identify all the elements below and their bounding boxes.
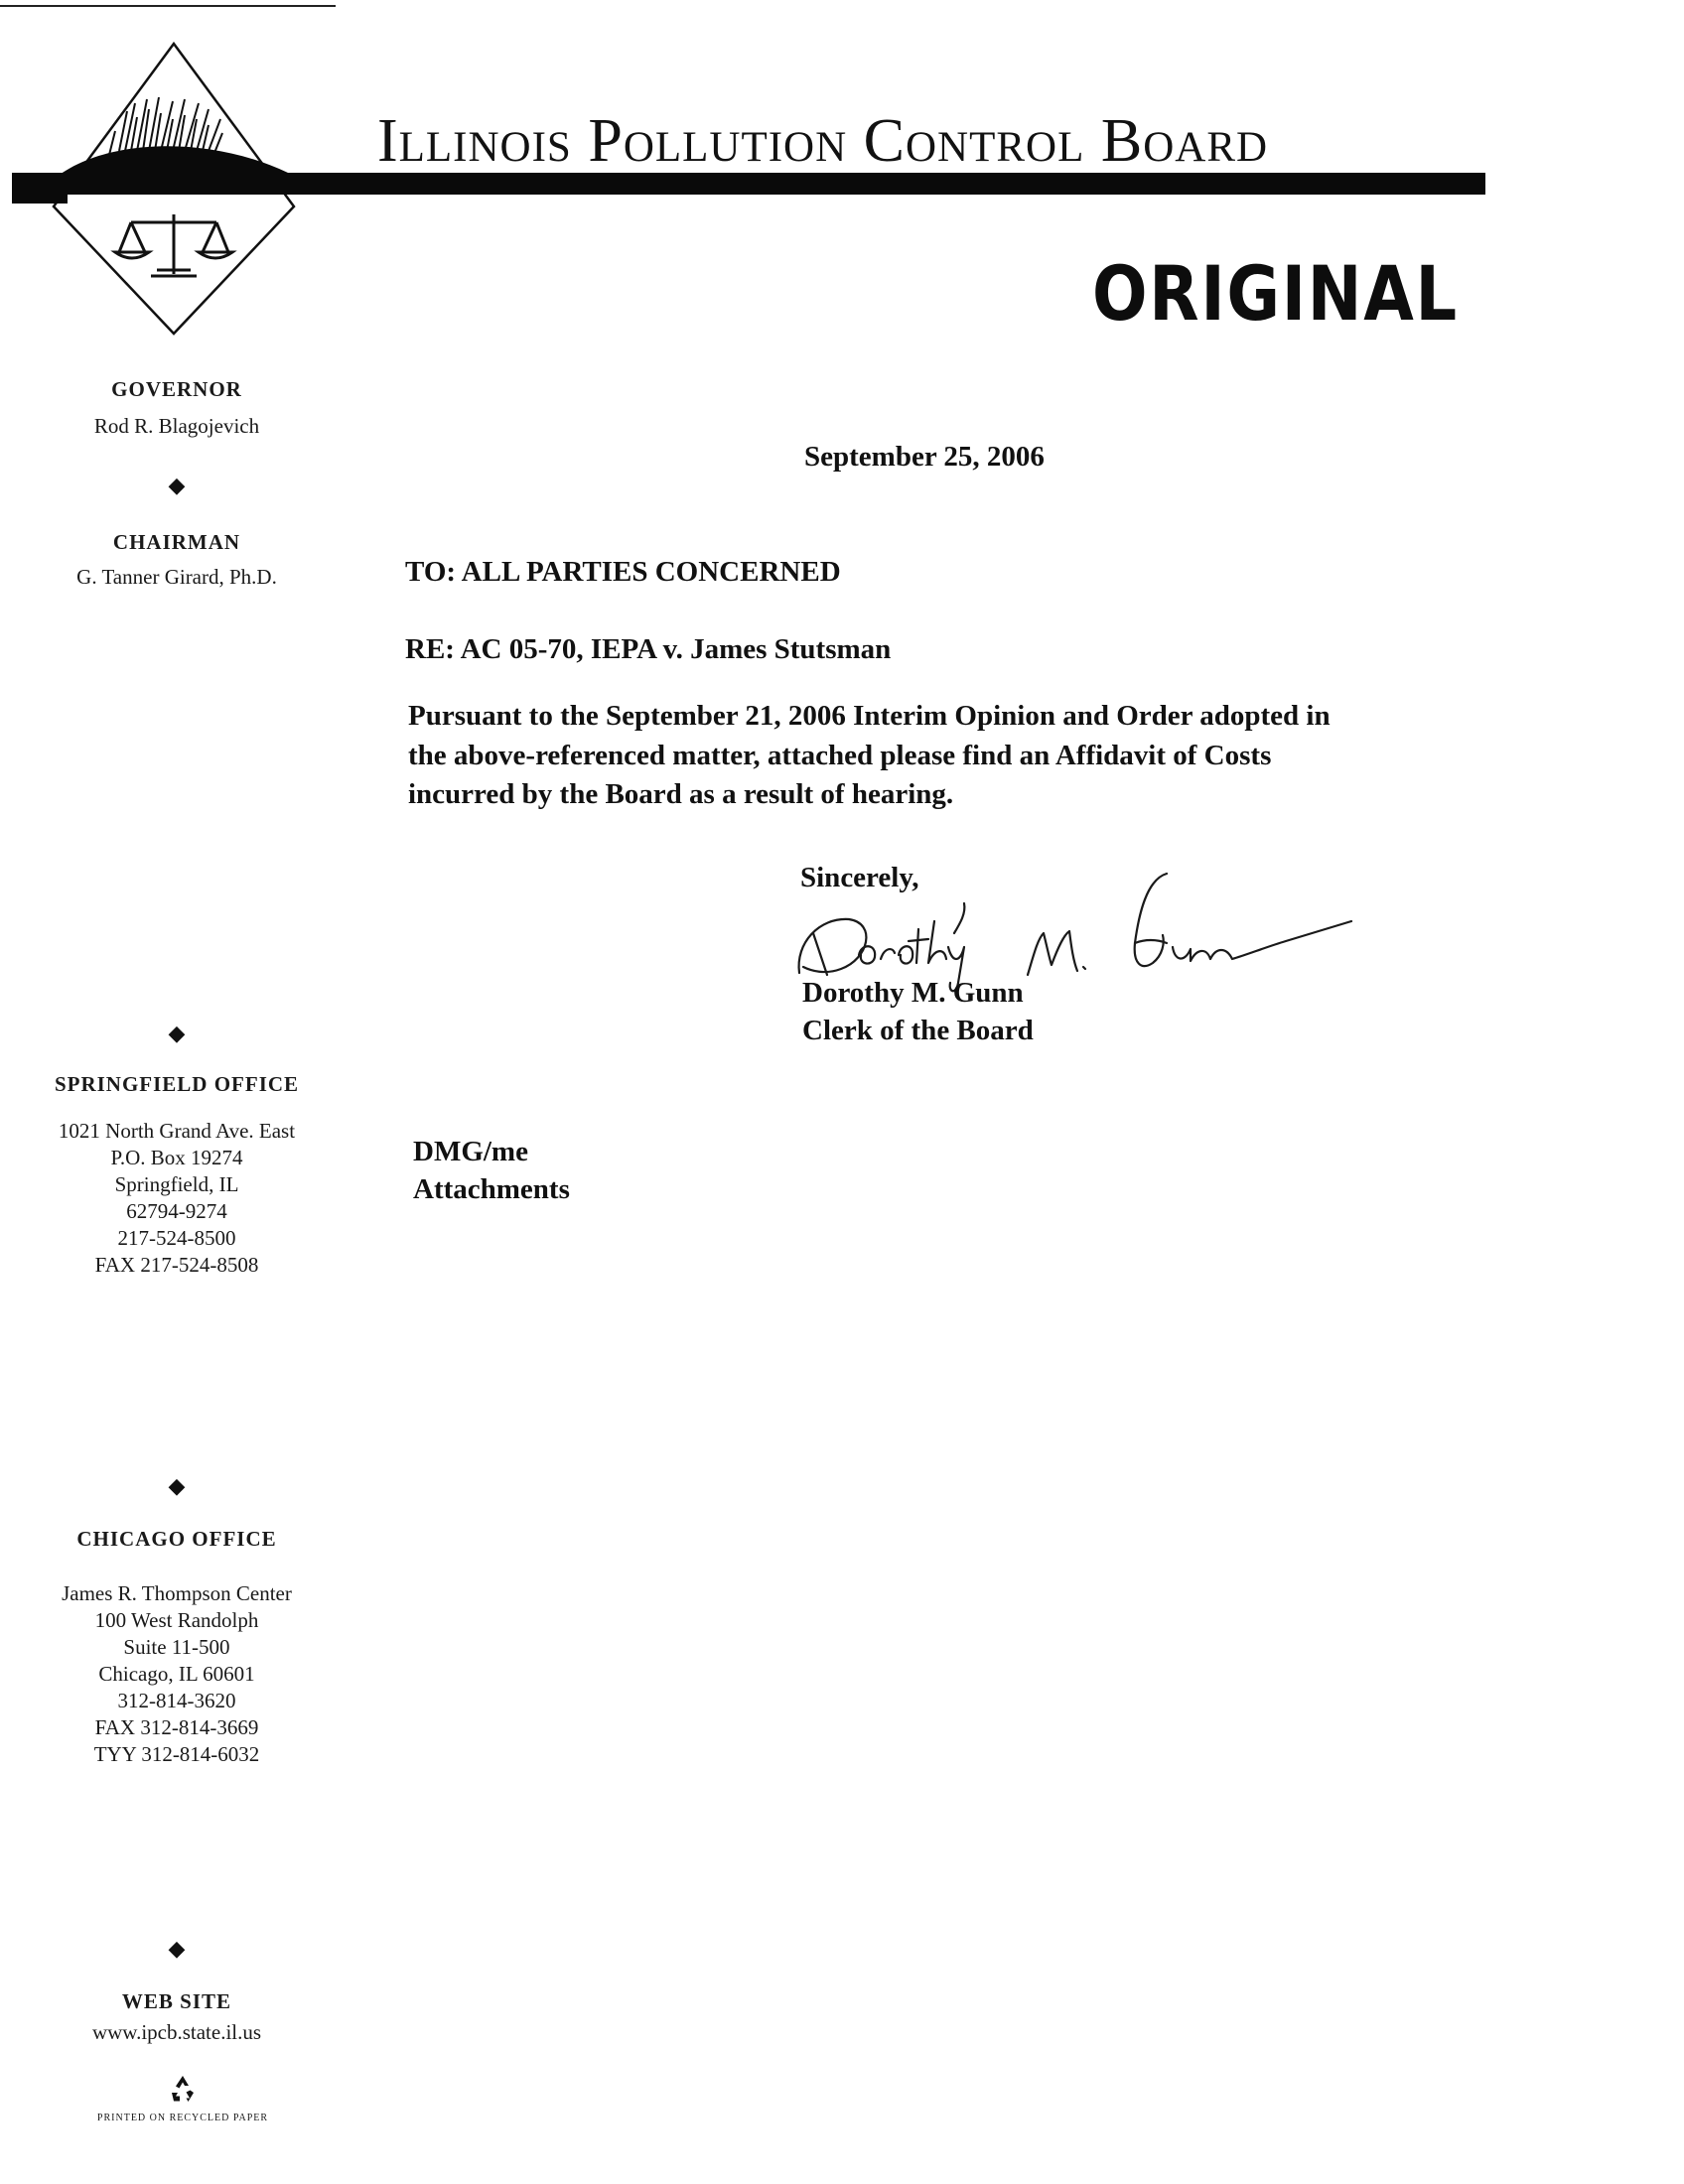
reference-line: RE: AC 05-70, IEPA v. James Stutsman	[405, 633, 892, 665]
diamond-separator-1: ◆	[168, 473, 186, 497]
signer-name: Dorothy M. Gunn	[802, 977, 1024, 1009]
website-url: www.ipcb.state.il.us	[91, 2020, 262, 2044]
phone-line: 312-814-3620	[117, 1689, 236, 1712]
enclosure-note: Attachments	[413, 1173, 570, 1205]
body-line: the above-referenced matter, attached please find an Affidavit of Costs	[408, 739, 1272, 771]
fax-line: FAX 312-814-3669	[94, 1715, 259, 1739]
fax-line: FAX 217-524-8508	[94, 1253, 259, 1277]
initials: DMG/me	[413, 1136, 528, 1167]
address-line: Suite 11-500	[123, 1635, 230, 1659]
address-line: Chicago, IL 60601	[98, 1662, 255, 1686]
springfield-office-title: SPRINGFIELD OFFICE	[54, 1072, 300, 1096]
phone-line: 217-524-8500	[117, 1226, 236, 1250]
chicago-address	[8, 1580, 346, 1768]
letter-date: September 25, 2006	[804, 441, 1045, 473]
address-line: Springfield, IL	[114, 1172, 239, 1196]
address-line: 62794-9274	[126, 1199, 227, 1223]
recycle-icon	[167, 2073, 199, 2105]
chairman-title: CHAIRMAN	[112, 530, 241, 554]
address-line: 100 West Randolph	[94, 1608, 259, 1632]
governor-title: GOVERNOR	[111, 377, 242, 401]
letter-body	[408, 697, 1500, 815]
diamond-separator-4: ◆	[168, 1936, 186, 1961]
organization-title: Illinois Pollution Control Board	[377, 107, 1269, 175]
diamond-separator-2: ◆	[168, 1021, 186, 1045]
address-line: James R. Thompson Center	[62, 1581, 292, 1605]
website-title: WEB SITE	[121, 1989, 232, 2013]
body-line: incurred by the Board as a result of hearing.	[408, 778, 954, 810]
closing: Sincerely,	[800, 862, 919, 893]
governor-name: Rod R. Blagojevich	[93, 414, 260, 438]
tty-line: TYY 312-814-6032	[93, 1742, 260, 1766]
address-line: P.O. Box 19274	[110, 1146, 243, 1169]
diamond-separator-3: ◆	[168, 1473, 186, 1498]
top-rule	[0, 5, 336, 7]
address-line: 1021 North Grand Ave. East	[58, 1119, 296, 1143]
body-line: Pursuant to the September 21, 2006 Interim Opinion and Order adopted in	[408, 700, 1331, 732]
springfield-address	[8, 1118, 346, 1279]
original-stamp: ORIGINAL	[1092, 249, 1459, 338]
letterhead-band-tab	[12, 195, 68, 204]
signer-title: Clerk of the Board	[802, 1015, 1034, 1046]
recycled-paper-note: PRINTED ON RECYCLED PAPER	[96, 2113, 269, 2123]
chairman-name: G. Tanner Girard, Ph.D.	[76, 565, 277, 589]
recipient-line: TO: ALL PARTIES CONCERNED	[405, 556, 841, 588]
chicago-office-title: CHICAGO OFFICE	[76, 1527, 277, 1551]
